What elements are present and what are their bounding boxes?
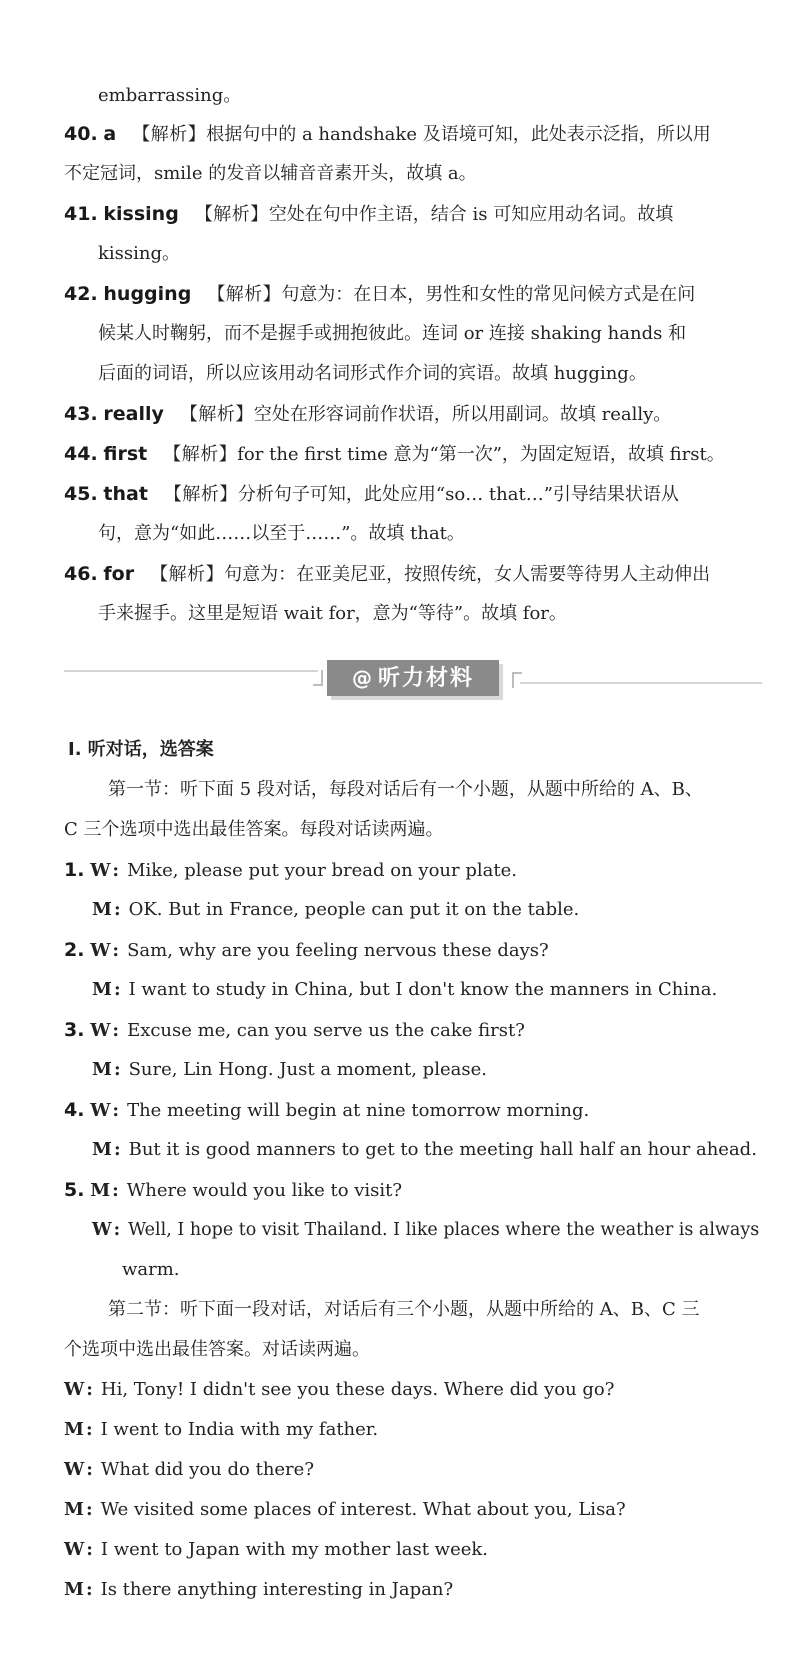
analysis-tag: 【解析】 xyxy=(194,204,269,225)
divider-right xyxy=(520,682,762,684)
answer-item-41: 41. kissing 【解析】空处在句中作主语，结合 is 可知应用动名词。故填 xyxy=(64,203,674,225)
divider-left xyxy=(64,670,318,672)
answer-item-41-cont: kissing。 xyxy=(98,243,181,264)
at-icon: @ xyxy=(351,666,374,690)
dialog-1-line-1: 1. W : Mike, please put your bread on your plate. xyxy=(64,859,517,881)
answer-word: first xyxy=(103,443,148,465)
corner-right xyxy=(512,672,522,688)
analysis-tag: 【解析】 xyxy=(179,404,254,425)
dialog-5-line-2-cont: warm. xyxy=(122,1259,180,1280)
conversation-line-4: M : We visited some places of interest. What about you, Lisa? xyxy=(64,1499,626,1520)
answer-word: really xyxy=(103,403,164,425)
answer-word: for xyxy=(103,563,135,585)
q39-tail: embarrassing。 xyxy=(98,85,242,106)
answer-item-46: 46. for 【解析】句意为：在亚美尼亚，按照传统，女人需要等待男人主动伸出 xyxy=(64,563,711,585)
speaker: M xyxy=(92,899,112,920)
conversation-line-1: W : Hi, Tony! I didn't see you these days. Where did you go? xyxy=(64,1379,615,1400)
conversation-line-5: W : I went to Japan with my mother last week. xyxy=(64,1539,489,1560)
speaker: W xyxy=(90,1100,111,1121)
speaker: W xyxy=(64,1459,85,1480)
answer-item-45: 45. that 【解析】分析句子可知，此处应用“so… that…”引导结果状语从 xyxy=(64,483,679,505)
answer-item-45-cont: 句，意为“如此……以至于……”。故填 that。 xyxy=(98,523,465,544)
part2-instruction: 第二节：听下面一段对话，对话后有三个小题，从题中所给的 A、B、C 三 xyxy=(108,1299,700,1320)
answer-word: kissing xyxy=(103,203,179,225)
corner-left xyxy=(313,670,323,686)
dialog-3-line-2: M : Sure, Lin Hong. Just a moment, please. xyxy=(92,1059,487,1080)
analysis-tag: 【解析】 xyxy=(163,444,238,465)
answer-word: that xyxy=(103,483,148,505)
dialog-2-line-2: M : I want to study in China, but I don't know the manners in China. xyxy=(92,979,718,1000)
part2-instruction-cont: 个选项中选出最佳答案。对话读两遍。 xyxy=(64,1339,370,1360)
answer-item-42-cont2: 后面的词语，所以应该用动名词形式作介词的宾语。故填 hugging。 xyxy=(98,363,647,384)
speaker: W xyxy=(90,940,111,961)
dialog-5-line-1: 5. M : Where would you like to visit? xyxy=(64,1179,403,1201)
dialog-2-line-1: 2. W : Sam, why are you feeling nervous these days? xyxy=(64,939,549,961)
analysis-tag: 【解析】 xyxy=(163,484,238,505)
speaker: W xyxy=(64,1539,85,1560)
speaker: M xyxy=(92,1139,112,1160)
answer-item-46-cont: 手来握手。这里是短语 wait for，意为“等待”。故填 for。 xyxy=(98,603,567,624)
answer-item-42-cont1: 候某人时鞠躬，而不是握手或拥抱彼此。连词 or 连接 shaking hands 和 xyxy=(98,323,687,344)
speaker: W xyxy=(90,1020,111,1041)
answer-item-44: 44. first 【解析】for the first time 意为“第一次”，为固定短语，故填 first。 xyxy=(64,443,725,465)
dialog-4-line-2: M : But it is good manners to get to the meeting hall half an hour ahead. xyxy=(92,1139,757,1160)
section-title: Ⅰ. 听对话，选答案 xyxy=(68,739,214,760)
conversation-line-3: W : What did you do there? xyxy=(64,1459,314,1480)
speaker: M xyxy=(92,1059,112,1080)
speaker: M xyxy=(92,979,112,1000)
answer-item-43: 43. really 【解析】空处在形容词前作状语，所以用副词。故填 really。 xyxy=(64,403,672,425)
analysis-tag: 【解析】 xyxy=(132,124,207,145)
section-banner xyxy=(327,660,499,696)
analysis-tag: 【解析】 xyxy=(207,284,282,305)
conversation-line-6: M : Is there anything interesting in Japan? xyxy=(64,1579,454,1600)
answer-word: hugging xyxy=(103,283,192,305)
speaker: M xyxy=(64,1499,84,1520)
answer-item-40: 40. a 【解析】根据句中的 a handshake 及语境可知，此处表示泛指，所以用 xyxy=(64,123,711,145)
dialog-5-line-2: W : Well, I hope to visit Thailand. I like places where the weather is always xyxy=(92,1220,760,1240)
answer-item-40-cont: 不定冠词，smile 的发音以辅音音素开头，故填 a。 xyxy=(64,163,477,184)
analysis-tag: 【解析】 xyxy=(150,564,225,585)
answer-word: a xyxy=(103,123,117,145)
conversation-line-2: M : I went to India with my father. xyxy=(64,1419,379,1440)
speaker: W xyxy=(64,1379,85,1400)
speaker: M xyxy=(90,1180,111,1201)
speaker: W xyxy=(92,1220,112,1240)
answer-item-42: 42. hugging 【解析】句意为：在日本，男性和女性的常见问候方式是在问 xyxy=(64,283,696,305)
dialog-4-line-1: 4. W : The meeting will begin at nine tomorrow morning. xyxy=(64,1099,590,1121)
banner-title: 听力材料 xyxy=(377,666,474,691)
part1-instruction: 第一节：听下面 5 段对话，每段对话后有一个小题，从题中所给的 A、B、 xyxy=(108,779,703,800)
part1-instruction-cont: C 三个选项中选出最佳答案。每段对话读两遍。 xyxy=(64,819,444,840)
speaker: W xyxy=(90,860,111,881)
dialog-1-line-2: M : OK. But in France, people can put it on the table. xyxy=(92,899,580,920)
speaker: M xyxy=(64,1579,84,1600)
speaker: M xyxy=(64,1419,84,1440)
dialog-3-line-1: 3. W : Excuse me, can you serve us the cake first? xyxy=(64,1019,525,1041)
